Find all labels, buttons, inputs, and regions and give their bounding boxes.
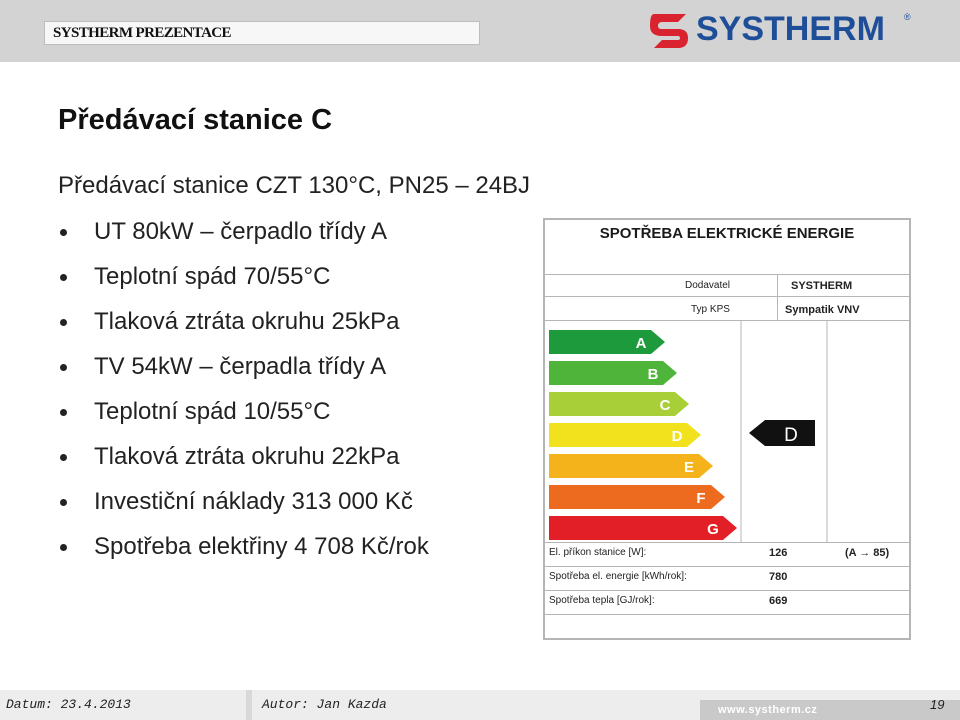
energy-class-d-letter: D [671, 428, 683, 445]
bullet-dot [60, 319, 67, 326]
type-value: Sympatik VNV [785, 304, 860, 316]
energy-class-b-letter: B [647, 366, 659, 383]
energy-label-title: SPOTŘEBA ELEKTRICKÉ ENERGIE [599, 225, 855, 242]
footer-author: Autor: Jan Kazda [262, 697, 387, 712]
energy-class-g-letter: G [707, 521, 719, 538]
bullet-text: Tlaková ztráta okruhu 25kPa [94, 308, 400, 335]
rating-letter: D [784, 425, 798, 446]
rating-marker [749, 420, 815, 446]
row-value: 126 [769, 547, 788, 559]
bullet-item [58, 353, 429, 398]
bullet-item [58, 218, 429, 263]
bullet-dot [60, 544, 67, 551]
energy-class-a-letter: A [635, 335, 647, 352]
divider [777, 274, 778, 320]
row-label: Spotřeba el. energie [kWh/rok]: [549, 571, 687, 582]
energy-label [543, 218, 911, 640]
bullet-dot [60, 499, 67, 506]
presentation-label-box [44, 21, 480, 45]
bullet-text: Spotřeba elektřiny 4 708 Kč/rok [94, 533, 429, 560]
divider [545, 542, 909, 543]
energy-class-scale [545, 320, 909, 542]
bullet-item [58, 533, 429, 578]
logo-s-icon [648, 10, 692, 52]
row-value: 780 [769, 571, 788, 583]
page-number: 19 [930, 697, 945, 712]
bullet-item [58, 443, 429, 488]
divider [545, 590, 909, 591]
divider [545, 296, 909, 297]
row-value: 669 [769, 595, 788, 607]
bullet-dot [60, 274, 67, 281]
bullet-text: Teplotní spád 10/55°C [94, 398, 331, 425]
slide-title: Předávací stanice C [58, 104, 333, 136]
energy-class-f-letter: F [696, 490, 706, 507]
bullet-item [58, 488, 429, 533]
bullet-dot [60, 409, 67, 416]
bullet-text: UT 80kW – čerpadlo třídy A [94, 218, 388, 245]
footer-separator [246, 690, 252, 720]
row-label: El. příkon stanice [W]: [549, 547, 647, 558]
bullet-dot [60, 364, 67, 371]
bullet-text: Teplotní spád 70/55°C [94, 263, 331, 290]
bullet-item [58, 308, 429, 353]
divider [545, 274, 909, 275]
bullet-item [58, 263, 429, 308]
footer-date: Datum: 23.4.2013 [6, 697, 131, 712]
bullet-dot [60, 454, 67, 461]
footer-website: www.systherm.cz [718, 704, 818, 716]
row-label: Spotřeba tepla [GJ/rok]: [549, 595, 655, 606]
bullet-text: Tlaková ztráta okruhu 22kPa [94, 443, 400, 470]
systherm-logo [648, 8, 918, 54]
slide-subtitle: Předávací stanice CZT 130°C, PN25 – 24BJ [58, 172, 531, 199]
divider [545, 614, 909, 615]
presentation-label: SYSTHERM PREZENTACE [53, 25, 231, 41]
row-note: (A → 85) [845, 547, 890, 559]
energy-class-e-letter: E [683, 459, 695, 476]
energy-class-a-arrow [549, 330, 665, 354]
supplier-value: SYSTHERM [791, 280, 853, 292]
bullet-dot [60, 229, 67, 236]
bullet-text: Investiční náklady 313 000 Kč [94, 488, 413, 515]
bullet-text: TV 54kW – čerpadla třídy A [94, 353, 387, 380]
logo-text: SYSTHERM [696, 10, 885, 48]
divider [545, 566, 909, 567]
type-label: Typ KPS [691, 304, 730, 315]
supplier-label: Dodavatel [685, 280, 731, 291]
bullet-item [58, 398, 429, 443]
energy-class-c-letter: C [659, 397, 671, 414]
logo-registered: ® [904, 12, 911, 22]
bullet-list [58, 218, 429, 578]
